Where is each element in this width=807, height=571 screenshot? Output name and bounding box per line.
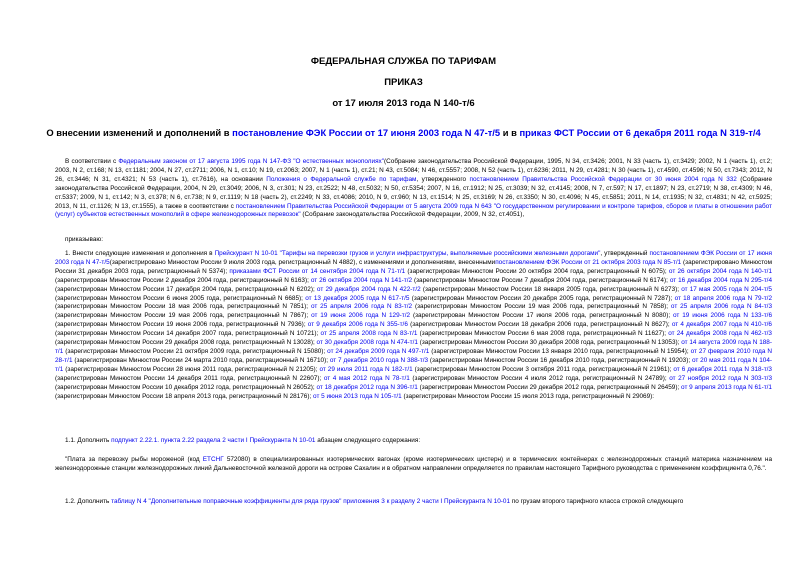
text-segment: (зарегистрирован Минюстом России 20 октября 2004 года, регистрационный N 6075); (405, 267, 669, 275)
link-fst-497-t1[interactable]: от 24 декабря 2009 года N 497-т/1 (327, 347, 430, 355)
text-segment: (зарегистрирован Минюстом России 16 декабря 2010 года, регистрационный N 19203); (428, 356, 692, 364)
link-fst-133-t6[interactable]: от 19 июня 2006 года N 133-т/6 (673, 312, 772, 320)
text-segment: (зарегистрирован Минюстом России 20 декабря 2005 года, регистрационный N 7287); (409, 294, 675, 302)
link-fst-129-t2[interactable]: от 19 июня 2006 года N 129-т/2 (311, 312, 411, 320)
inserted-text-quote (55, 456, 772, 474)
link-subclause-2-22-1[interactable]: подпункт 2.22.1. пункта 2.22 раздела 2 части I Прейскуранта N 10-01 (111, 437, 316, 444)
text-segment: (зарегистрирован Минюстом России 14 декабря 2011 года, регистрационный N 22607); (55, 374, 324, 382)
text-segment: 1.2. Дополнить (65, 498, 112, 505)
link-fst-303-t3[interactable]: от 27 ноября 2012 года N 303-т/3 (669, 374, 773, 382)
document-date: от 17 июля 2013 года N 140-т/6 (332, 98, 475, 109)
text-segment: (зарегистрирован Минюстом России 21 октября 2009 года, регистрационный N 15080); (63, 347, 328, 355)
link-fst-462-t3[interactable]: от 24 декабря 2008 года N 462-т/3 (668, 330, 772, 338)
text-segment: (зарегистрирован Минюстом России 19 мая 2006 года, регистрационный N 7867); (55, 312, 312, 320)
text-segment: (зарегистрирован Минюстом России 18 мая 2006 года, регистрационный N 7851); (55, 303, 311, 311)
order-paragraph: приказываю: (65, 236, 103, 243)
text-segment: 1.1. Дополнить (65, 437, 112, 444)
text-segment: (зарегистрирован Минюстом России 28 июня 2011 года, регистрационный N 21205); (63, 365, 320, 373)
text-segment: (зарегистрирован Минюстом России 6 июня 2005 года, регистрационный N 6685); (55, 294, 306, 302)
link-fst-78-t1[interactable]: от 4 мая 2012 года N 78-т/1 (323, 374, 410, 382)
link-fst-104-t1[interactable]: от 20 мая 2011 года N 104-т/1 (55, 356, 772, 373)
text-segment: (зарегистрирован Минюстом России 15 июля 2013 года, регистрационный N 29069): (401, 392, 655, 400)
text-segment: (зарегистрирован Минюстом России 2 декабря 2004 года, регистрационный N 6163); (55, 276, 311, 284)
link-fst-318-t3[interactable]: от 6 декабря 2011 года N 318-т/3 (673, 365, 772, 373)
text-segment: (зарегистрирован Минюстом России 3 октября 2011 года, регистрационный N 21961); (412, 365, 674, 373)
link-fst-84-t3[interactable]: от 25 апреля 2006 года N 84-т/3 (670, 303, 773, 311)
text-segment: (Собрание законодательства Российской Федерации, 1995, N 34, ст.3426; 2001, N 33 (часть 1), ст.3429; 2002, N 1 (часть 1), ст.2; 2003, N 2, ст.168; N 13, ст.1181; 2004, N 27, ст.2711; 2006, N 1, ст.10; N 19, ст.2063; 2007, N 1 (часть 1), ст.21; N 43, ст.5084; N 46, ст.5557; 2008, N 52 (часть 1), ст.6236; 2011, N 29, ст.4281; N 30 (часть 1), ст.4590, ст.4596; N 50, ст.7343; 2012, N 26, ст.3446; N 31, ст.4321; N 53 (часть 1), ст.7616), на основании (55, 158, 772, 183)
text-segment: по грузам второго тарифного класса строкой следующего (510, 498, 684, 505)
link-fst-28-t1[interactable]: от 27 февраля 2010 года N 28-т/1 (55, 347, 772, 364)
text-segment: (зарегистрирован Минюстом России 4 июля 2012 года, регистрационный N 24789); (409, 374, 670, 382)
link-fst-295-t4[interactable]: от 16 декабря 2004 года N 295-т/4 (669, 276, 773, 284)
text-segment: (зарегистрирован Минюстом России 18 января 2005 года, регистрационный N 6273); (420, 285, 682, 293)
text-segment: "Плата за перевозку рыбы мороженой (код (65, 456, 203, 463)
link-fst-71-t1[interactable]: приказами ФСТ России от 14 сентября 2004 года N 71-т/1 (229, 267, 406, 275)
link-fst-141-t2[interactable]: от 26 октября 2004 года N 141-т/2 (310, 276, 413, 284)
text-segment: (зарегистрирован Минюстом России 17 декабря 2004 года, регистрационный N 6202); (55, 285, 317, 293)
text-segment: (зарегистрирован Минюстом России 14 декабря 2007 года, регистрационный N 10721); (55, 330, 321, 338)
text-segment: (зарегистрирован Минюстом России 17 июля 2006 года, регистрационный N 8080); (410, 312, 674, 320)
link-fst-83-t2[interactable]: от 25 апреля 2006 года N 83-т/2 (310, 303, 413, 311)
text-segment: (Собрание законодательства Российской Федерации, 2009, N 32, ст.4051), (300, 211, 525, 219)
title-middle: и в (500, 127, 520, 138)
link-fst-140-t1[interactable]: от 26 октября 2004 года N 140-т/1 (668, 267, 773, 275)
title-link-fek-resolution[interactable]: постановление ФЭК России от 17 июня 2003 года N 47-т/5 (232, 127, 501, 138)
text-segment: (зарегистрирован Минюстом России 19 мая 2006 года, регистрационный N 7858); (412, 303, 671, 311)
link-fst-83-t1[interactable]: от 25 апреля 2008 года N 83-т/1 (320, 330, 418, 338)
text-segment: (зарегистрировано Минюстом России 31 декабря 2003 года, регистрационный N 5374); (55, 258, 772, 275)
text-segment: (зарегистрирован Минюстом России 18 декабря 2006 года, регистрационный N 8627); (407, 321, 672, 329)
amendment-paragraph-1-1 (55, 437, 772, 446)
link-fst-388-t3[interactable]: от 7 декабря 2010 года N 388-т/3 (329, 356, 429, 364)
link-government-resolution-643[interactable]: постановлением Правительства Российской Федерации от 5 августа 2009 года N 643 "О государственном регулировании и контроле тарифов, сборов и платы в отношении работ (услуг) субъектов естественных монополий в сфере железнодорожных перевозок" (55, 202, 772, 219)
title-prefix: О внесении изменений и дополнений в (46, 127, 233, 138)
link-table-4[interactable]: таблицу N 4 "Дополнительные поправочные коэффициенты для ряда грузов" приложения 3 к разделу 2 части I Прейскуранта N 10-01 (111, 498, 511, 505)
link-federal-law[interactable]: Федеральным законом от 17 августа 1995 года N 147-ФЗ "О естественных монополиях" (118, 158, 385, 165)
text-segment: 1. Внести следующие изменения и дополнения в (65, 250, 215, 257)
text-segment: (зарегистрирован Минюстом России 10 декабря 2012 года, регистрационный N 26052); (55, 383, 317, 391)
text-segment: (зарегистрирован Минюстом России 6 мая 2008 года, регистрационный N 11627); (417, 330, 669, 338)
link-etsng[interactable]: ЕТСНГ (202, 456, 224, 463)
text-segment: (зарегистрировано Минюстом России 9 июля 2003 года, регистрационный N 4882), с изменениями и дополнениями, внесенными (109, 258, 496, 266)
title-link-fst-order[interactable]: приказ ФСТ России от 6 декабря 2011 года N 319-т/4 (519, 127, 761, 138)
link-fst-79-t2[interactable]: от 18 апреля 2006 года N 79-т/2 (674, 294, 772, 302)
link-fst-355-t6[interactable]: от 9 декабря 2006 года N 355-т/6 (307, 321, 408, 329)
text-segment: (зарегистрирован Минюстом России 29 декабря 2012 года, регистрационный N 26459); (417, 383, 682, 391)
link-fst-410-t6[interactable]: от 4 декабря 2007 года N 410-т/6 (671, 321, 772, 329)
link-fst-188-t1[interactable]: от 14 августа 2009 года N 188-т/1 (55, 339, 772, 355)
link-fst-182-t1[interactable]: от 29 июля 2011 года N 182-т/1 (319, 365, 413, 373)
text-segment: (зарегистрирован Минюстом России 7 декабря 2004 года, регистрационный N 6174); (412, 276, 670, 284)
text-segment: 572080) в специализированных изотермических вагонах (кроме изотермических цистерн) и в термических контейнерах с железнодорожных станций материка назначением на железнодорожные станции железнодорожных линий Дальневосточной железной дороги на острове Сахалин и в обратном направлении определяется по правилам настоящего Тарифного руководства с применением коэффициента 0,76.". (55, 456, 772, 472)
text-segment: , утвержденный (600, 250, 650, 257)
text-segment: абзацем следующего содержания: (315, 437, 421, 444)
text-segment: , утвержденного (416, 175, 470, 183)
link-fst-617-t5[interactable]: от 13 декабря 2005 года N 617-т/5 (305, 294, 410, 302)
link-fst-422-t2[interactable]: от 29 декабря 2004 года N 422-т/2 (316, 285, 421, 293)
text-segment: (зарегистрирован Минюстом России 19 июня 2006 года, регистрационный N 7936); (55, 321, 308, 329)
link-fst-396-t1[interactable]: от 18 декабря 2012 года N 396-т/1 (316, 383, 418, 391)
amendment-paragraph-1-2 (55, 498, 772, 507)
amendment-paragraph-1 (55, 250, 772, 401)
text-segment: (зарегистрирован Минюстом России 13 января 2010 года, регистрационный N 15954); (429, 347, 691, 355)
preamble-paragraph (55, 158, 772, 220)
text-segment: (зарегистрирован Минюстом России 18 апреля 2013 года, регистрационный N 28176); (55, 392, 314, 400)
text-segment: (зарегистрирован Минюстом России 29 декабря 2008 года, регистрационный N 13028); (55, 339, 317, 347)
text-segment: (зарегистрирован Минюстом России 30 декабря 2008 года, регистрационный N 13053); (417, 339, 682, 347)
link-government-resolution-332[interactable]: постановлением Правительства Российской Федерации от 30 июня 2004 года N 332 (469, 175, 737, 183)
link-fek-47-t5[interactable]: постановлением ФЭК России от 17 июня 2003 года N 47-т/5 (55, 250, 772, 266)
document-title (0, 127, 807, 138)
link-fst-regulation[interactable]: Положения о Федеральной службе по тарифам (266, 175, 417, 183)
link-fst-105-t1[interactable]: от 5 июня 2013 года N 105-т/1 (313, 392, 402, 400)
document-type: ПРИКАЗ (384, 77, 423, 88)
text-segment: В соответствии с (65, 158, 119, 165)
link-fek-85-t1[interactable]: постановлением ФЭК России от 21 октября 2003 года N 85-т/1 (495, 258, 682, 266)
link-fst-204-t5[interactable]: от 17 мая 2005 года N 204-т/5 (681, 285, 772, 293)
issuing-authority: ФЕДЕРАЛЬНАЯ СЛУЖБА ПО ТАРИФАМ (310, 56, 497, 67)
link-tariff-10-01[interactable]: Прейскурант N 10-01 "Тарифы на перевозки грузов и услуги инфраструктуры, выполняемые российскими железными дорогами" (214, 250, 601, 257)
link-fst-474-t1[interactable]: от 30 декабря 2008 года N 474-т/1 (316, 339, 418, 347)
text-segment: (зарегистрирован Минюстом России 24 марта 2010 года, регистрационный N 16710); (72, 356, 330, 364)
link-fst-61-t1[interactable]: от 9 апреля 2013 года N 61-т/1 (681, 383, 772, 391)
text-segment: (Собрание законодательства Российской Федерации, 2004, N 29, ст.3049; 2006, N 3, ст.301; N 23, ст.2522; N 48, ст.5032; N 50, ст.5354; 2007, N 16, ст.1912; N 25, ст.3039; N 32, ст.4145; 2008, N 7, ст.597; N 17, ст.1897; N 23, ст.2719; N 38, ст.4309; N 46, ст.5337; 2009, N 1, ст.142; N 3, ст.378; N 6, ст.738; N 9, ст.1119; N 18 (часть 2), ст.2249; N 33, ст.4086; 2010, N 9, ст.960; N 13, ст.1514; N 25, ст.3169; N 26, ст.3350; N 30, ст.4096; N 45, ст.5851; 2011, N 14, ст.1935; N 32, ст.4831; N 42, ст.5925; 2013, N 11, ст.1126; N 13, ст.1555), а также в соответствии с (55, 175, 773, 210)
